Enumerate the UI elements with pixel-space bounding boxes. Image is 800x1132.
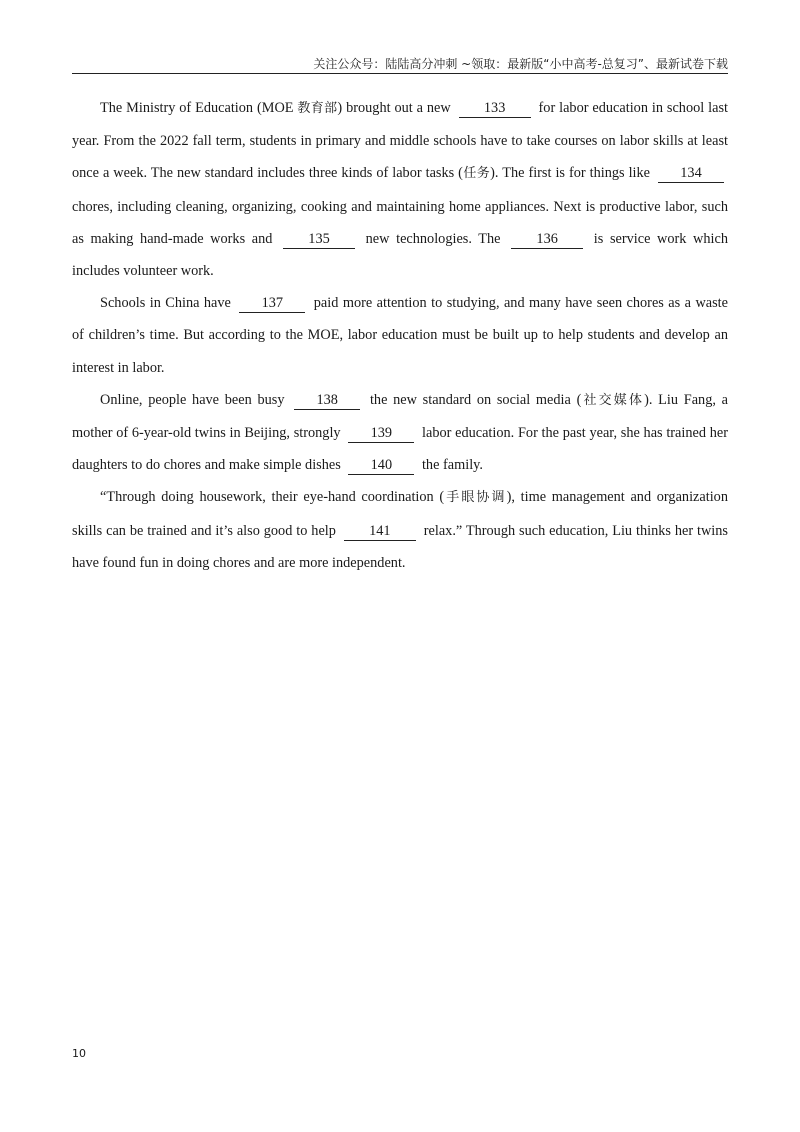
- text: for labor education in school last year. From the 2022 fall term, students in primary and middle schools have to take courses on labor skills at least once a week. The new standard includes three kinds of labor tasks (: [72, 100, 728, 182]
- blank-138: 138: [294, 392, 360, 410]
- blank-140: 140: [348, 457, 414, 475]
- blank-139: 139: [348, 425, 414, 443]
- text: ), time management and organization skills can be trained and it’s also good to help: [72, 489, 728, 539]
- blank-136: 136: [511, 231, 583, 249]
- blank-135: 135: [283, 231, 355, 249]
- text: ). Liu Fang, a mother of 6-year-old twins in Beijing, strongly: [72, 391, 729, 442]
- paragraph-4: [72, 481, 728, 579]
- text: ). The first is for things like: [490, 165, 654, 182]
- blank-141: 141: [344, 523, 416, 541]
- page-header: 关注公众号：陆陆高分冲刺 ~领取：最新版“小中高考-总复习”、最新试卷下载: [313, 57, 728, 71]
- text: Schools in China have: [100, 295, 236, 312]
- chinese-annotation: 教育部: [297, 101, 338, 116]
- header-divider: [72, 73, 728, 74]
- paragraph-2: [72, 287, 728, 384]
- text: labor education. For the past year, she has trained her daughters to do chores and make simple dishes: [72, 425, 728, 474]
- text: is service work which includes volunteer work.: [72, 230, 729, 280]
- chinese-annotation: 手眼协调: [444, 490, 507, 506]
- text: relax.” Through such education, Liu thinks her twins have found fun in doing chores and are more independent.: [72, 522, 728, 571]
- text: Online, people have been busy: [100, 391, 291, 408]
- text: the family.: [418, 457, 483, 474]
- text: ) brought out a new: [337, 100, 455, 116]
- blank-134: 134: [658, 165, 724, 183]
- blank-133: 133: [459, 100, 531, 118]
- text: new technologies. The: [359, 230, 508, 247]
- blank-137: 137: [239, 295, 305, 313]
- text: The Ministry of Education (MOE: [100, 100, 298, 116]
- text: paid more attention to studying, and many have seen chores as a waste of children’s time. But according to the MOE, labor education must be built up to help students and develop an interest in labor.: [72, 295, 728, 376]
- text: the new standard on social media (: [364, 391, 582, 408]
- paragraph-3: [72, 384, 728, 482]
- chinese-annotation: 任务: [462, 166, 491, 182]
- chinese-annotation: 社交媒体: [581, 392, 645, 408]
- passage: [72, 92, 728, 579]
- text: “Through doing housework, their eye-hand coordination (: [100, 489, 445, 506]
- text: chores, including cleaning, organizing, cooking and maintaining home appliances. Next is productive labor, such as making hand-made works and: [72, 198, 728, 247]
- paragraph-1: [72, 92, 728, 287]
- page-number: 10: [72, 1047, 86, 1060]
